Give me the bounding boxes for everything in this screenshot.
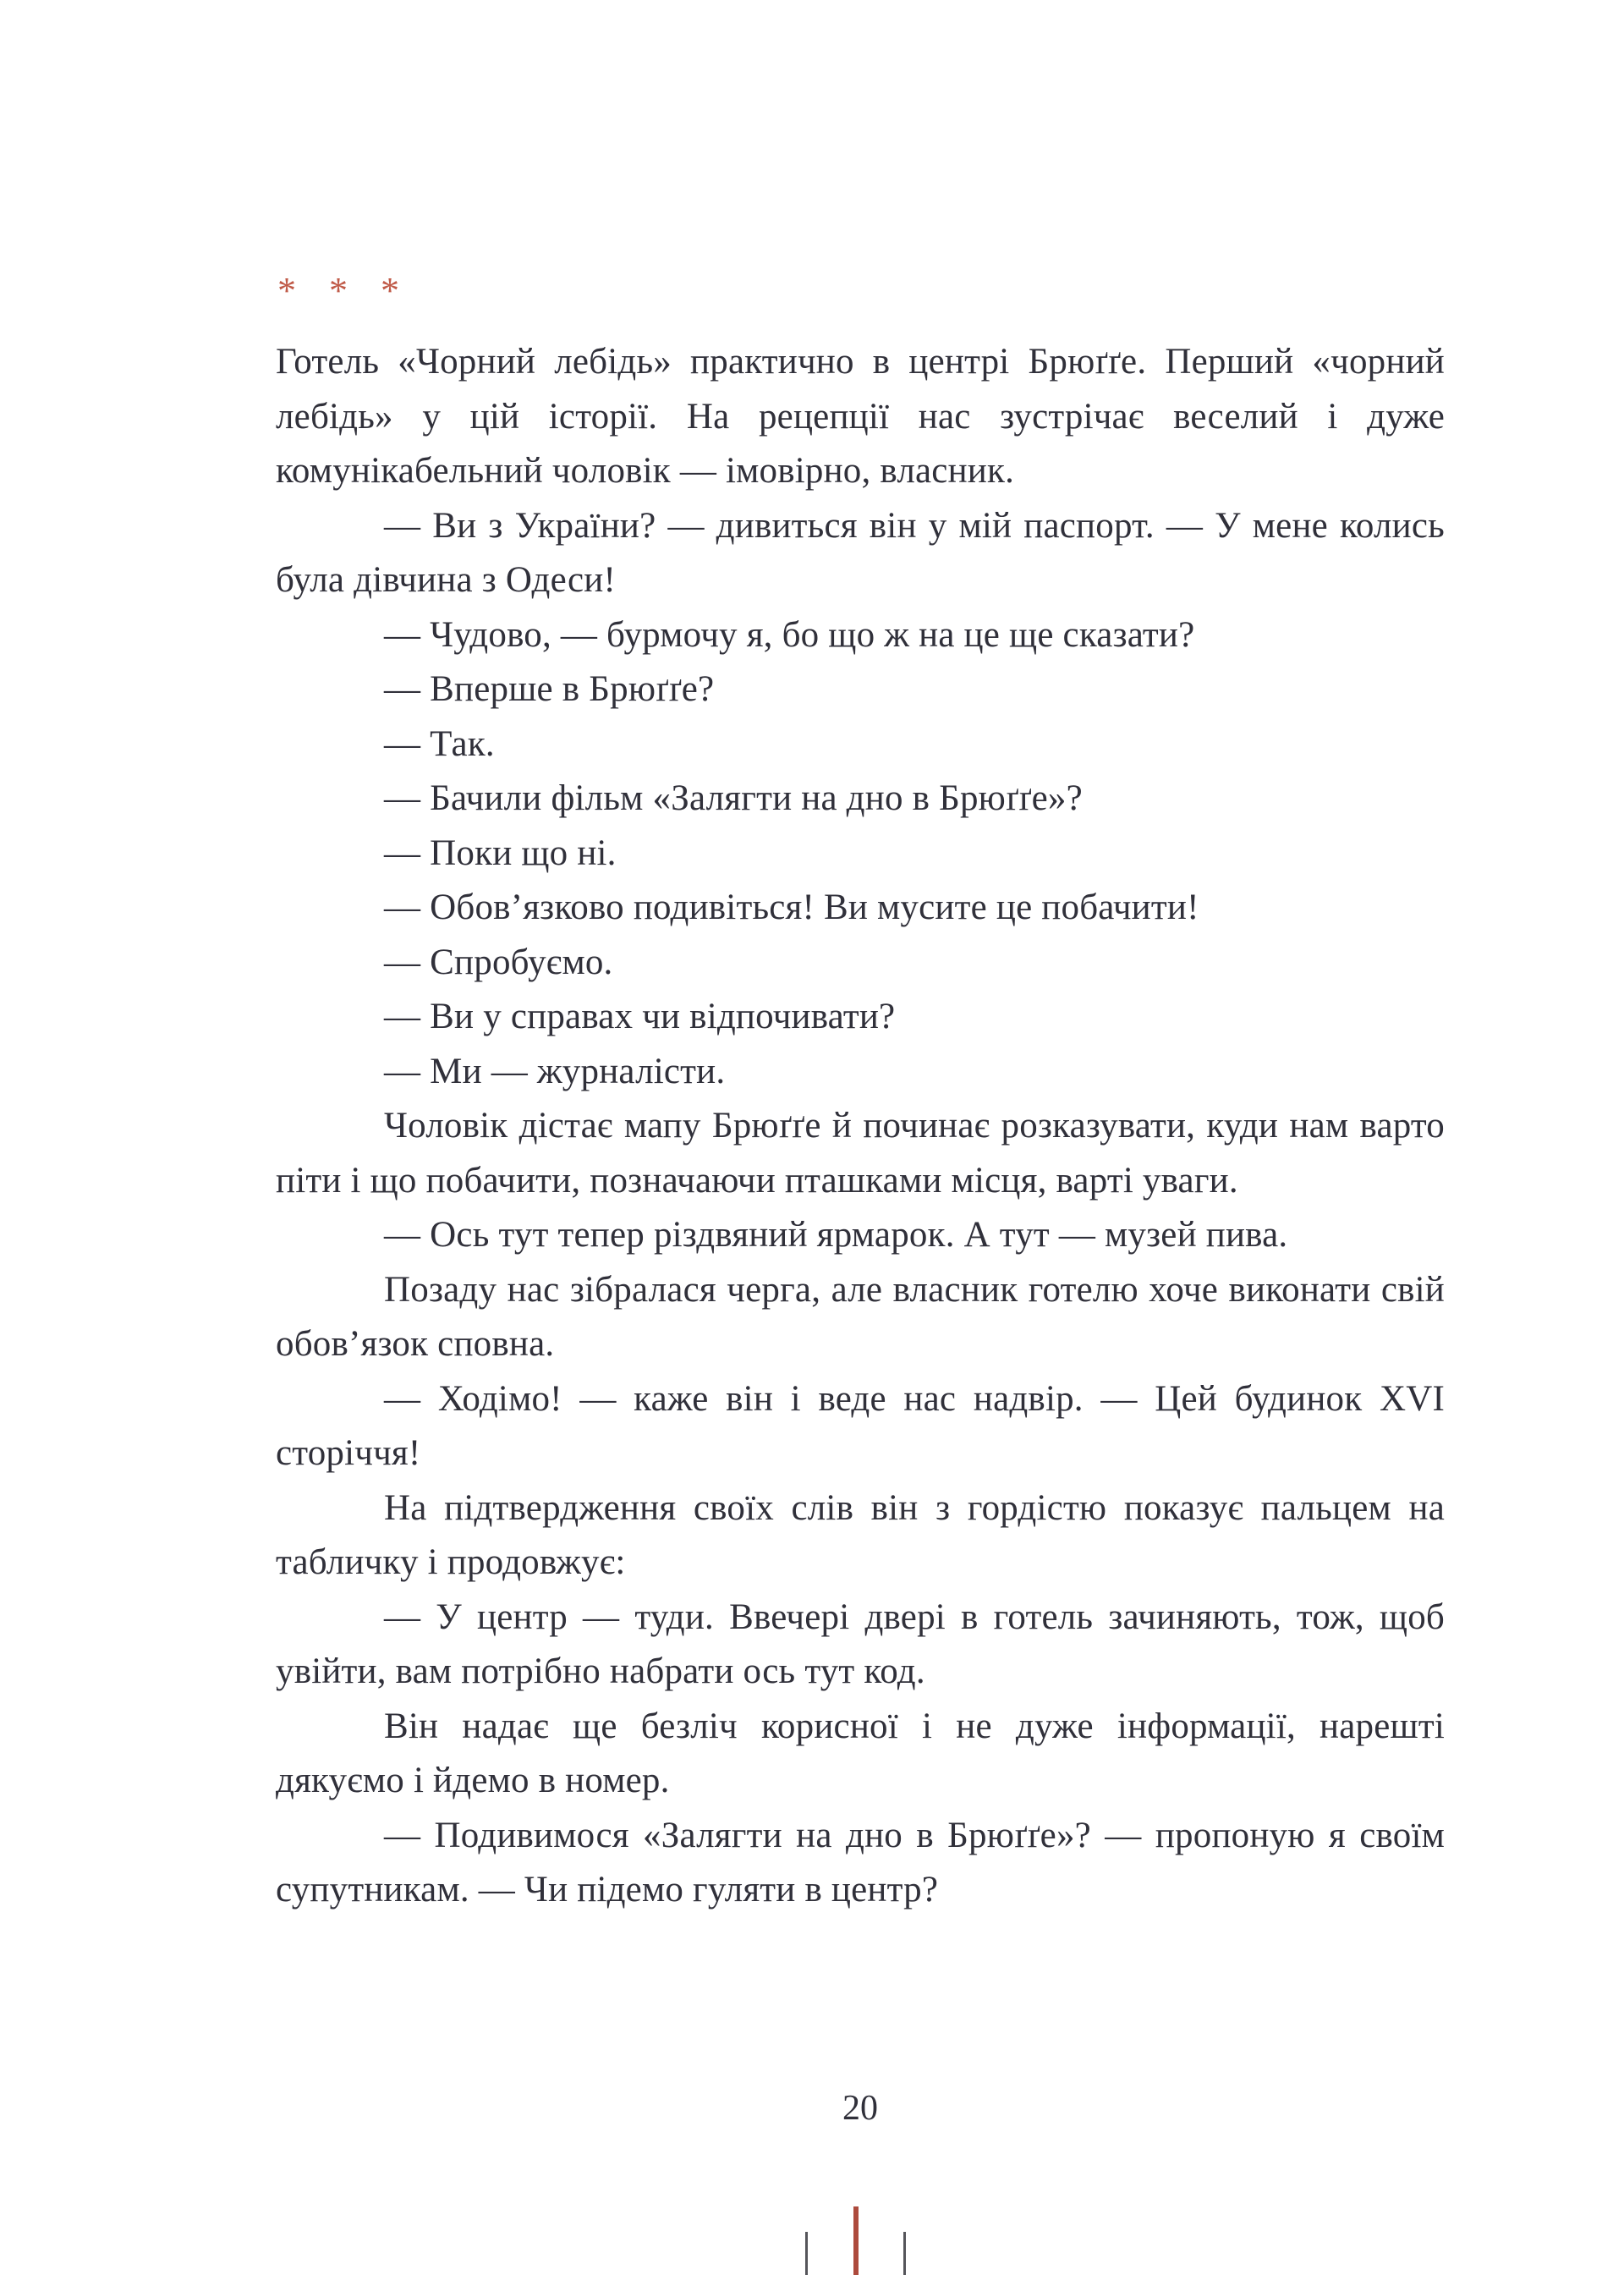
paragraph: — Спробуємо. [384,942,613,982]
paragraph: — Так. [384,723,495,764]
page-number: 20 [842,2089,878,2128]
paragraph: — Подивимося «Залягти на дно в Брюґґе»? — пропоную я своїм супутникам. — Чи підемо гуляти в центр? [276,1815,1445,1910]
paragraph: Він надає ще безліч корисної і не дуже інформації, нарешті дякуємо і йдемо в номер. [276,1706,1445,1800]
paragraph: — Обов’язково подивіться! Ви мусите це побачити! [384,887,1199,927]
section-separator: * * * [277,270,404,311]
paragraph: — Бачили фільм «Залягти на дно в Брюґґе»? [384,778,1083,818]
paragraph: Готель «Чорний лебідь» практично в центрі Брюґґе. Перший «чорний лебідь» у цій історії. На рецепції нас зустрічає веселий і дуже комунікабельний чоловік — імовірно, власник. [276,342,1445,491]
paragraph: — Ви у справах чи відпочивати? [384,997,896,1036]
text-block [276,272,1445,1918]
paragraph: Позаду нас зібралася черга, але власник готелю хоче виконати свій обов’язок сповна. [276,1269,1445,1364]
paragraph: На підтвердження своїх слів він з гордістю показує пальцем на табличку і продовжує: [276,1487,1445,1582]
decorative-line-center [853,2206,859,2275]
decorative-line-right [903,2232,906,2275]
paragraph: Чоловік дістає мапу Брюґґе й починає розказувати, куди нам варто піти і що побачити, позначаючи пташками місця, варті уваги. [276,1106,1445,1201]
paragraph: — Ось тут тепер різдвяний ярмарок. А тут — музей пива. [384,1215,1288,1255]
paragraph: — Ви з України? — дивиться він у мій паспорт. — У мене колись була дівчина з Одеси! [276,505,1445,600]
paragraph: — У центр — туди. Ввечері двері в готель зачиняють, тож, щоб увійти, вам потрібно набрати ось тут код. [276,1596,1445,1691]
decorative-line-left [805,2232,808,2275]
paragraph: — Вперше в Брюґґе? [384,669,715,709]
paragraph: — Ми — журналісти. [384,1051,726,1091]
paragraph: — Чудово, — бурмочу я, бо що ж на це ще сказати? [384,614,1195,655]
paragraph: — Поки що ні. [384,833,617,873]
paragraph: — Ходімо! — каже він і веде нас надвір. — Цей будинок XVI сторіччя! [276,1378,1445,1473]
